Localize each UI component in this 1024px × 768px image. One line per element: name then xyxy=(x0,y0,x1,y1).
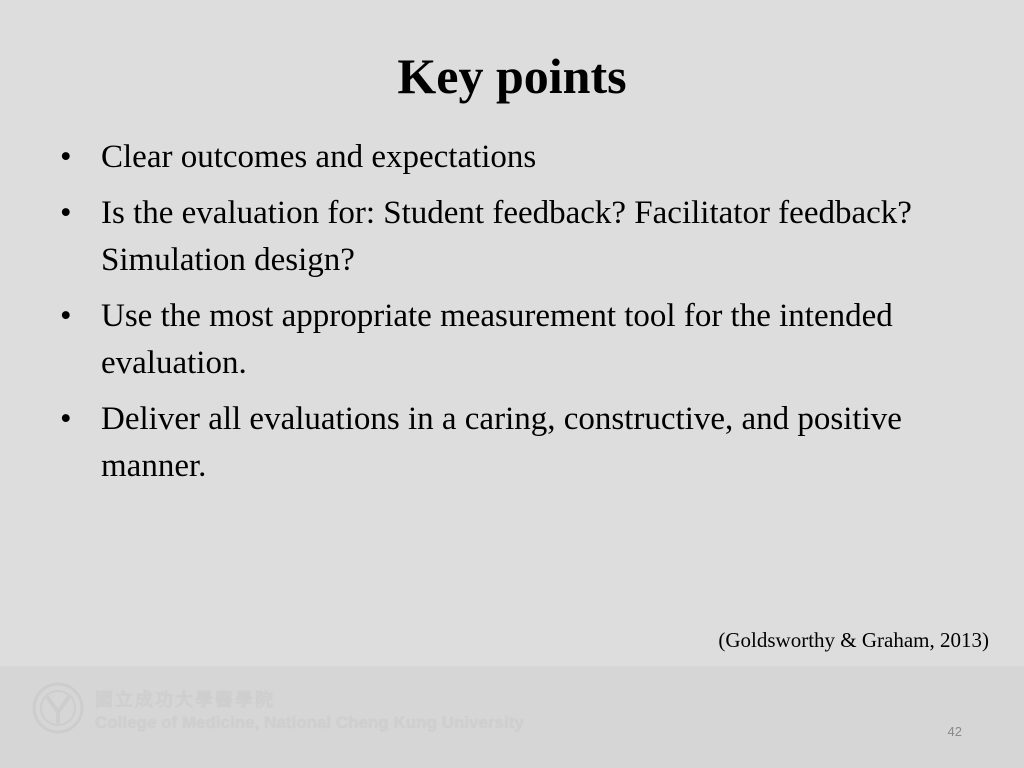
bullet-text: Clear outcomes and expectations xyxy=(101,139,537,175)
bullet-item xyxy=(60,134,960,181)
bullet-icon: • xyxy=(60,401,72,437)
watermark-chinese: 國立成功大學醫學院 xyxy=(95,690,275,710)
bullet-item xyxy=(60,396,960,490)
bullet-text: Use the most appropriate measurement tool for the intended evaluation. xyxy=(101,298,893,381)
bullet-icon: • xyxy=(60,195,72,231)
footer-watermark xyxy=(95,688,524,734)
watermark-english: College of Medicine, National Cheng Kung University xyxy=(95,713,524,732)
bullet-item xyxy=(60,293,960,387)
bullet-item xyxy=(60,190,960,284)
slide-title: Key points xyxy=(397,48,627,104)
page-number: 42 xyxy=(947,724,962,739)
university-seal-icon xyxy=(32,682,84,734)
bullet-text: Deliver all evaluations in a caring, constructive, and positive manner. xyxy=(101,401,902,484)
bullet-text: Is the evaluation for: Student feedback? Facilitator feedback? Simulation design? xyxy=(101,195,912,278)
bullet-icon: • xyxy=(60,298,72,334)
citation: (Goldsworthy & Graham, 2013) xyxy=(718,628,989,652)
bullet-list xyxy=(60,134,960,499)
bullet-icon: • xyxy=(60,139,72,175)
